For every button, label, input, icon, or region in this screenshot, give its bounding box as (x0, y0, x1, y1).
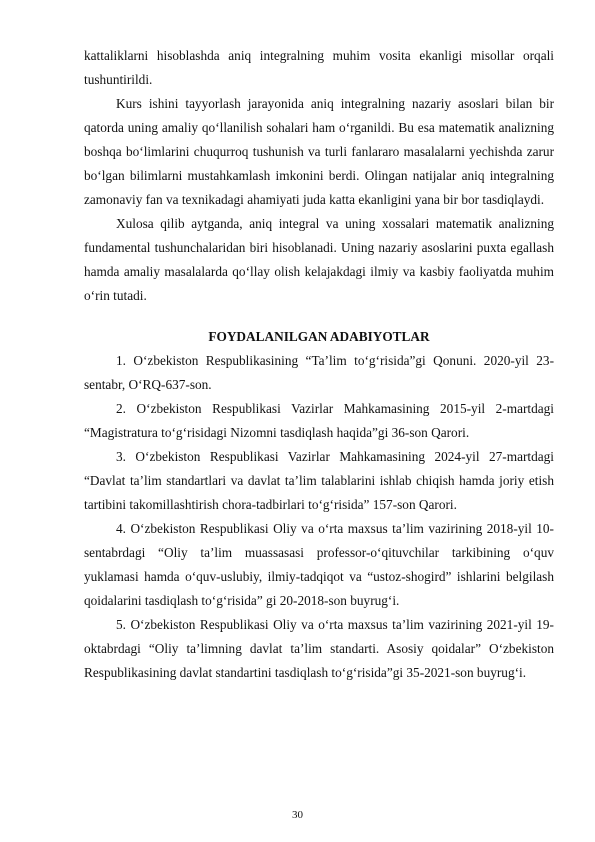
reference-item-2: 2. O‘zbekiston Respublikasi Vazirlar Mahkamasining 2015-yil 2-martdagi “Magistratura to‘g‘risidagi Nizomni tasdiqlash haqida”gi 36-son Qarori. (84, 401, 554, 440)
reference-item-3: 3. O‘zbekiston Respublikasi Vazirlar Mahkamasining 2024-yil 27-martdagi “Davlat ta’lim standartlari va davlat ta’lim talablarini ishlab chiqish hamda joriy etish tartibini takomillashtirish chora-tadbirlari to‘g‘risida” 157-son Qarori. (84, 449, 554, 512)
references-list (84, 349, 554, 685)
references-heading: FOYDALANILGAN ADABIYOTLAR (208, 329, 430, 344)
reference-item-1: 1. O‘zbekiston Respublikasining “Ta’lim to‘g‘risida”gi Qonuni. 2020-yil 23-sentabr, O‘RQ-637-son. (84, 353, 554, 392)
page-number: 30 (292, 809, 303, 821)
reference-item-4: 4. O‘zbekiston Respublikasi Oliy va o‘rta maxsus ta’lim vazirining 2018-yil 10-sentabrdagi “Oliy ta’lim muassasasi professor-o‘qituvchilar tarkibining o‘quv yuklamasi hamda o‘quv-uslubiy, ilmiy-tadqiqot va “ustoz-shogird” ishlarini belgilash qoidalarini tasdiqlash to‘g‘risida” gi 20-2018-son buyrug‘i. (84, 521, 554, 608)
reference-item-5: 5. O‘zbekiston Respublikasi Oliy va o‘rta maxsus ta’lim vazirining 2021-yil 19-oktabrdagi “Oliy ta’limning davlat ta’lim standarti. Asosiy qoidalar” O‘zbekiston Respublikasining davlat standartini tasdiqlash to‘g‘risida”gi 35-2021-son buyrug‘i. (84, 617, 554, 680)
body-paragraph-1: kattaliklarni hisoblashda aniq integralning muhim vosita ekanligi misollar orqali tushuntirildi. (84, 48, 554, 87)
body-paragraph-2: Kurs ishini tayyorlash jarayonida aniq integralning nazariy asoslari bilan bir qatorda uning amaliy qo‘llanilish sohalari ham o‘rganildi. Bu esa matematik analizning boshqa bo‘limlarini chuqurroq tushunish va turli fanlararo masalalarni yechishda zarur bo‘lgan bilimlarni mustahkamlash imkonini berdi. Olingan natijalar aniq integralning zamonaviy fan va texnikadagi ahamiyati juda katta ekanligini yana bir bor tasdiqlaydi. (84, 96, 554, 207)
document-page (84, 44, 554, 685)
body-paragraph-3: Xulosa qilib aytganda, aniq integral va uning xossalari matematik analizning fundamental tushunchalaridan biri hisoblanadi. Uning nazariy asoslarini puxta egallash hamda amaliy masalalarda qo‘llay olish kelajakdagi ilmiy va kasbiy faoliyatda muhim o‘rin tutadi. (84, 216, 554, 303)
